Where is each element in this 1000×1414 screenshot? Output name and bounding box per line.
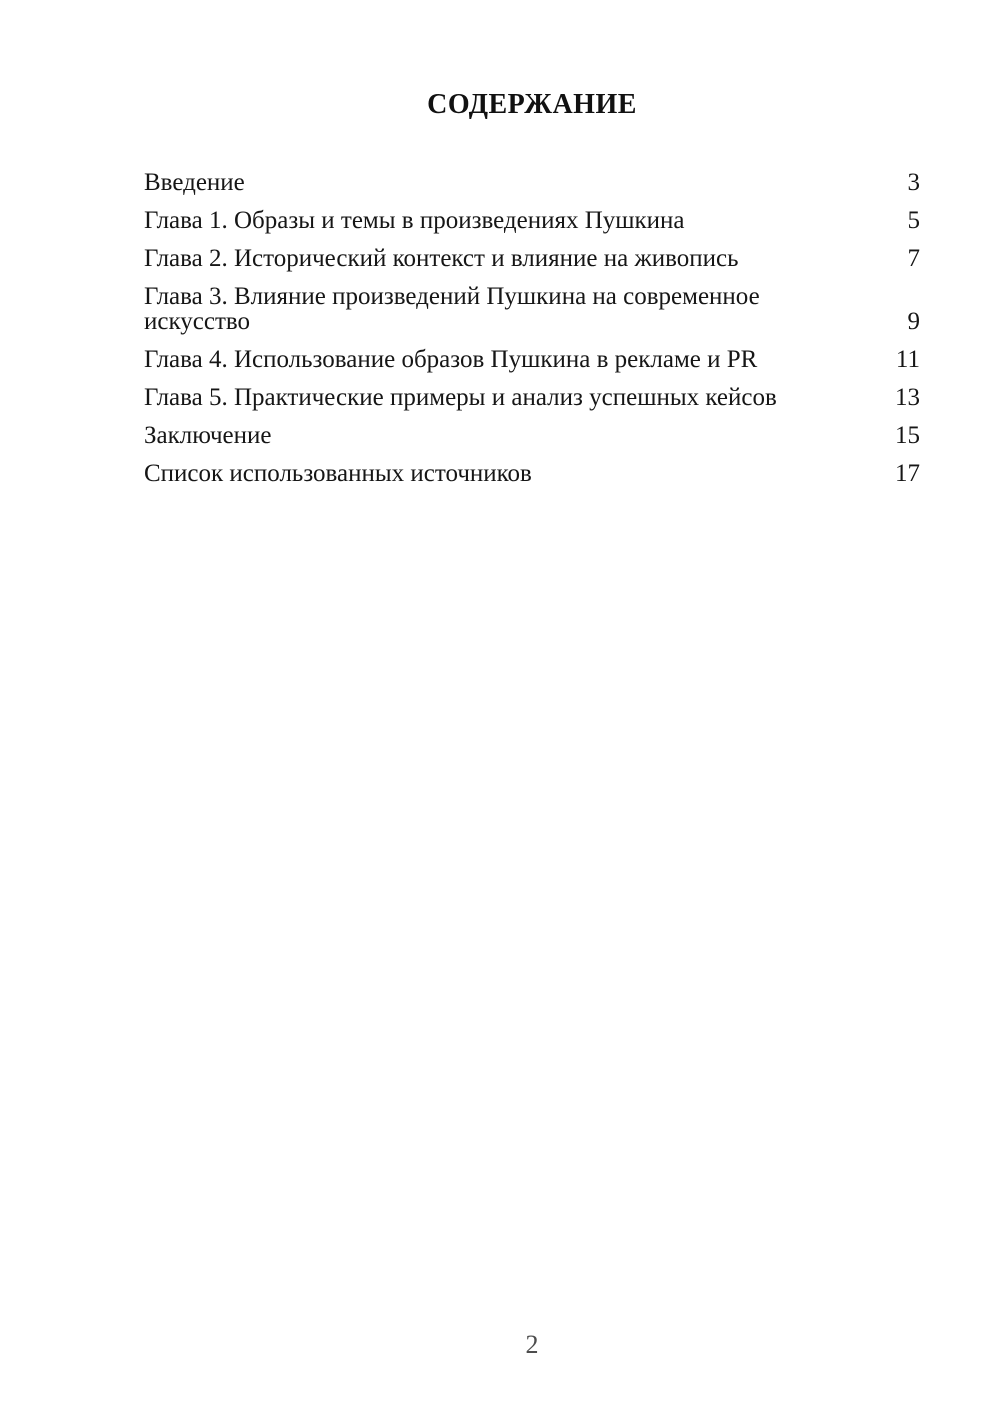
toc-entry-label: Глава 1. Образы и темы в произведениях Пушкина [144, 207, 685, 234]
toc-entry-label: Глава 5. Практические примеры и анализ успешных кейсов [144, 384, 777, 411]
toc-entry-label: Заключение [144, 422, 272, 449]
toc-entry-page: 11 [895, 346, 920, 373]
table-of-contents [144, 170, 920, 486]
toc-entry [144, 423, 920, 448]
toc-entry-page: 9 [907, 308, 920, 335]
toc-entry [144, 284, 920, 334]
toc-entry-page: 13 [895, 384, 920, 411]
toc-entry [144, 170, 920, 195]
footer-page-number: 2 [525, 1330, 539, 1359]
toc-entry [144, 385, 920, 410]
page-title: СОДЕРЖАНИЕ [427, 89, 637, 120]
page-content [0, 0, 1000, 486]
toc-entry-page: 3 [907, 169, 920, 196]
toc-entry-label: Глава 2. Исторический контекст и влияние на живопись [144, 245, 739, 272]
toc-entry [144, 246, 920, 271]
toc-entry [144, 208, 920, 233]
toc-entry [144, 461, 920, 486]
toc-entry-label: Глава 3. Влияние произведений Пушкина на современное искусство [144, 283, 760, 335]
toc-entry-page: 15 [895, 422, 920, 449]
toc-entry-page: 5 [907, 207, 920, 234]
toc-entry-label: Введение [144, 169, 245, 196]
page-footer [144, 1332, 920, 1358]
toc-entry-page: 17 [895, 460, 920, 487]
toc-entry-label: Глава 4. Использование образов Пушкина в рекламе и PR [144, 346, 758, 373]
toc-entry [144, 347, 920, 372]
toc-entry-page: 7 [907, 245, 920, 272]
toc-entry-label: Список использованных источников [144, 460, 532, 487]
